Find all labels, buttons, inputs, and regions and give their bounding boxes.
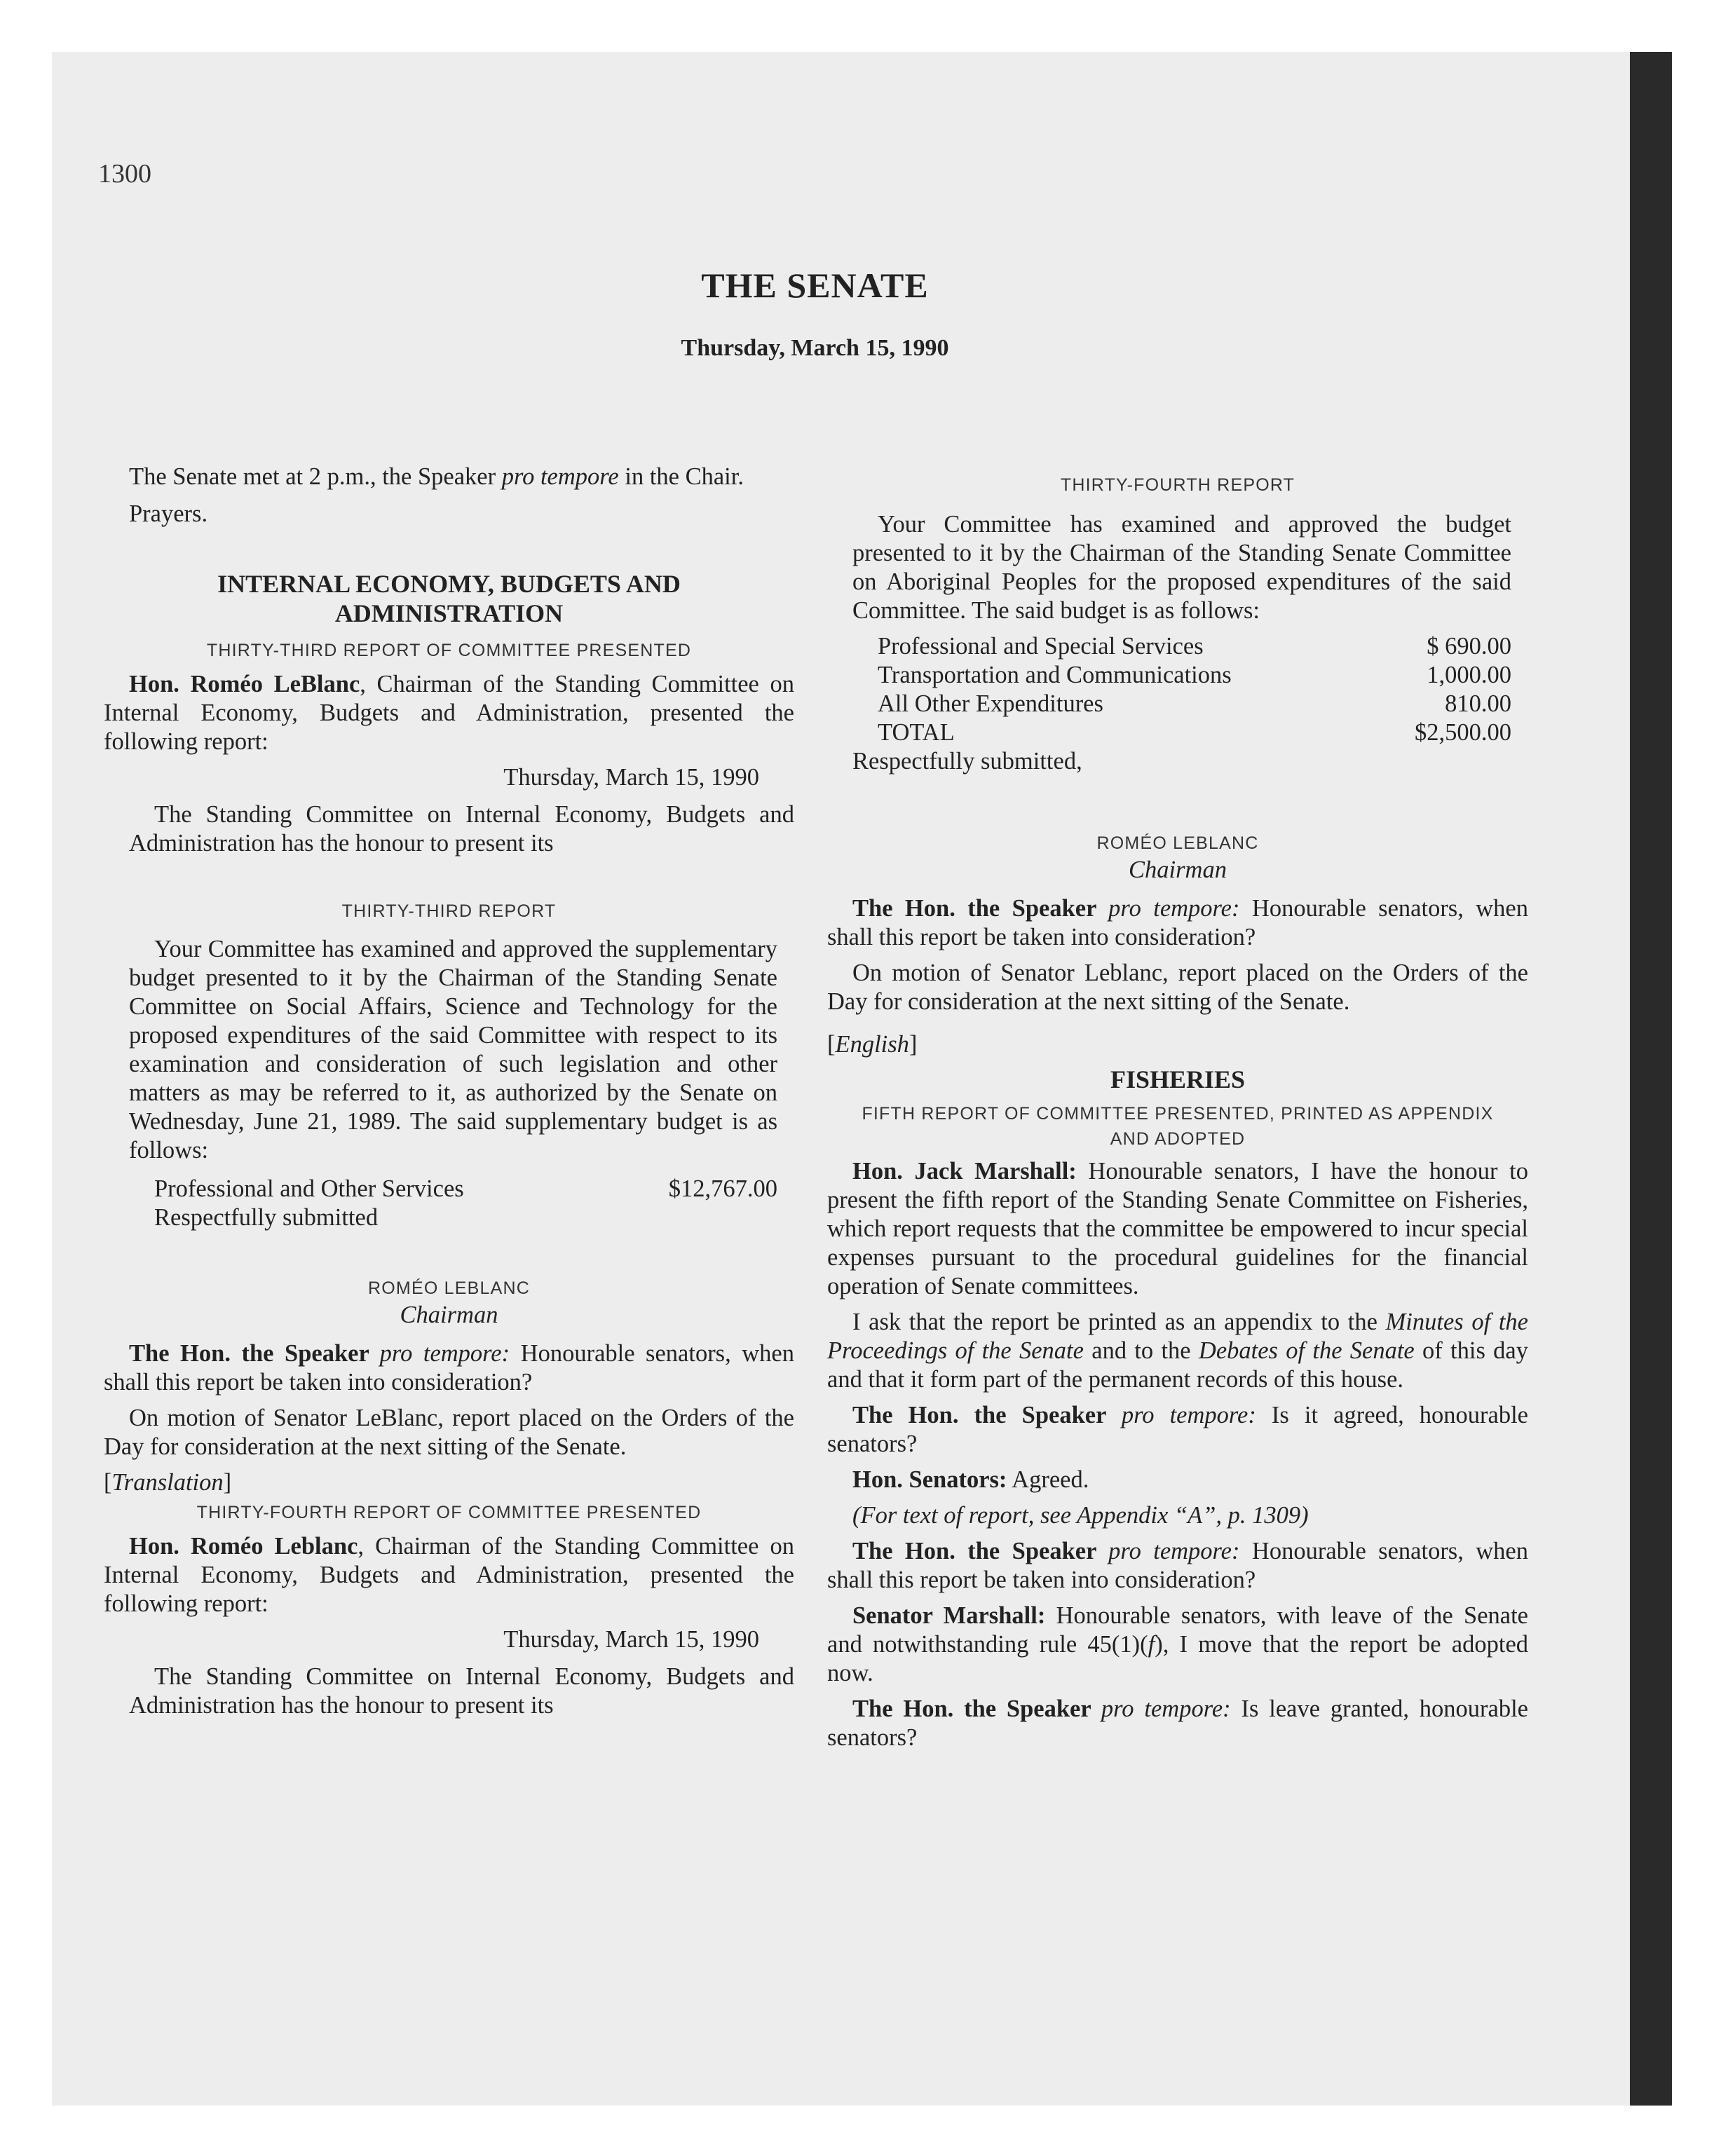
signer-34-title: Chairman [1129,857,1227,883]
respectfully-submitted-33: Respectfully submitted [154,1204,379,1231]
budget-amount: $ 690.00 [1427,633,1511,660]
marshall-print-request: I ask that the report be printed as an appendix to the Minutes of the Proceedings of the Senate and to the Debates of the Senate of this day and that it form part of the permanent records of this house. [827,1309,1528,1393]
page-number: 1300 [98,159,151,189]
subheading-34th-presented: THIRTY-FOURTH REPORT OF COMMITTEE PRESENTED [196,1503,702,1522]
budget-amount: 1,000.00 [1427,662,1511,688]
budget-34 [827,632,1528,747]
respectfully-submitted-34: Respectfully submitted, [852,748,1082,775]
budget-amount: 810.00 [1445,690,1511,717]
prayers: Prayers. [129,500,208,527]
dateline-33: Thursday, March 15, 1990 [503,764,759,791]
left-column [104,463,794,1727]
budget-row [878,690,1511,718]
report-34-body: Your Committee has examined and approved the budget presented to it by the Chairman of the Standing Senate Committee on Aboriginal Peoples for the proposed expenditures of the said Committee. The said budget is as follows: [852,511,1511,624]
budget-33 [104,1175,794,1232]
opening-paragraph: The Senate met at 2 p.m., the Speaker pro tempore in the Chair. [129,463,744,490]
budget-item: Professional and Other Services [154,1175,464,1202]
right-column [827,463,1528,1759]
report-34-title: THIRTY-FOURTH REPORT [1060,475,1295,495]
signer-33: ROMÉO LEBLANC [368,1278,530,1298]
marshall-presents: Hon. Jack Marshall: Honourable senators, I have the honour to present the fifth report of the Standing Senate Committee on Fisheries, which report requests that the committee be empowered to incur special expenses pursuant to the procedural guidelines for the financial operation of Senate committees. [827,1158,1529,1299]
intro-33: The Standing Committee on Internal Economy, Budgets and Administration has the honour to present its [129,801,794,857]
budget-item: Transportation and Communications [878,662,1232,688]
english-note: [English] [827,1031,918,1058]
budget-row [878,661,1511,690]
appendix-note: (For text of report, see Appendix “A”, p. 1309) [852,1502,1309,1529]
speaker-question-1: The Hon. the Speaker pro tempore: Honourable senators, when shall this report be taken into consideration? [104,1340,794,1396]
leblanc-presents-33: Hon. Roméo LeBlanc, Chairman of the Standing Committee on Internal Economy, Budgets and Administration, presented the following report: [104,671,794,755]
budget-34-table [878,632,1511,747]
budget-amount: $12,767.00 [668,1175,777,1202]
senators-agreed: Hon. Senators: Agreed. [852,1466,1089,1493]
report-33-body: Your Committee has examined and approved the supplementary budget presented to it by the Chairman of the Standing Senate Committee on Social Affairs, Science and Technology for the proposed expenditures of the said Committee with respect to its examination and consideration of such legislation and other matters as may be referred to it, as authorized by the Senate on Wednesday, June 21, 1989. The said supplementary budget is as follows: [129,936,777,1164]
budget-row [154,1175,777,1203]
budget-row [878,718,1511,747]
signer-34: ROMÉO LEBLANC [1096,833,1259,853]
scan-edge [1630,52,1672,2106]
motion-34: On motion of Senator Leblanc, report placed on the Orders of the Day for consideration at the next sitting of the Senate. [827,960,1528,1015]
budget-item: Professional and Special Services [878,633,1204,660]
section-heading-internal-economy: INTERNAL ECONOMY, BUDGETS AND ADMINISTRATION [217,570,681,627]
speaker-question-5: The Hon. the Speaker pro tempore: Is leave granted, honourable senators? [827,1696,1528,1751]
speaker-question-2: The Hon. the Speaker pro tempore: Honourable senators, when shall this report be taken into consideration? [827,895,1528,950]
budget-item: All Other Expenditures [878,690,1103,717]
section-heading-fisheries: FISHERIES [1110,1065,1246,1093]
budget-33-table [154,1175,777,1203]
intro-34: The Standing Committee on Internal Economy, Budgets and Administration has the honour to present its [129,1663,794,1719]
budget-row [878,632,1511,661]
sitting-date: Thursday, March 15, 1990 [681,335,949,361]
report-33-title: THIRTY-THIRD REPORT [341,901,557,921]
subheading-fifth-report: FIFTH REPORT OF COMMITTEE PRESENTED, PRINTED AS APPENDIX AND ADOPTED [862,1104,1494,1149]
budget-amount: $2,500.00 [1415,719,1511,746]
leblanc-presents-34: Hon. Roméo Leblanc, Chairman of the Standing Committee on Internal Economy, Budgets and Administration, presented the following report: [104,1533,794,1617]
subheading-33rd-presented: THIRTY-THIRD REPORT OF COMMITTEE PRESENTED [206,641,692,660]
motion-33: On motion of Senator LeBlanc, report placed on the Orders of the Day for consideration at the next sitting of the Senate. [104,1405,794,1460]
dateline-34: Thursday, March 15, 1990 [503,1626,759,1653]
translation-note: [Translation] [104,1469,232,1496]
budget-item: TOTAL [878,719,955,746]
marshall-move-adoption: Senator Marshall: Honourable senators, with leave of the Senate and notwithstanding rule 45(1)(f), I move that the report be adopted now. [827,1602,1529,1686]
speaker-question-4: The Hon. the Speaker pro tempore: Honourable senators, when shall this report be taken into consideration? [827,1538,1528,1593]
page-title: THE SENATE [701,266,929,305]
speaker-question-3: The Hon. the Speaker pro tempore: Is it agreed, honourable senators? [827,1402,1528,1457]
signer-33-title: Chairman [400,1302,498,1328]
